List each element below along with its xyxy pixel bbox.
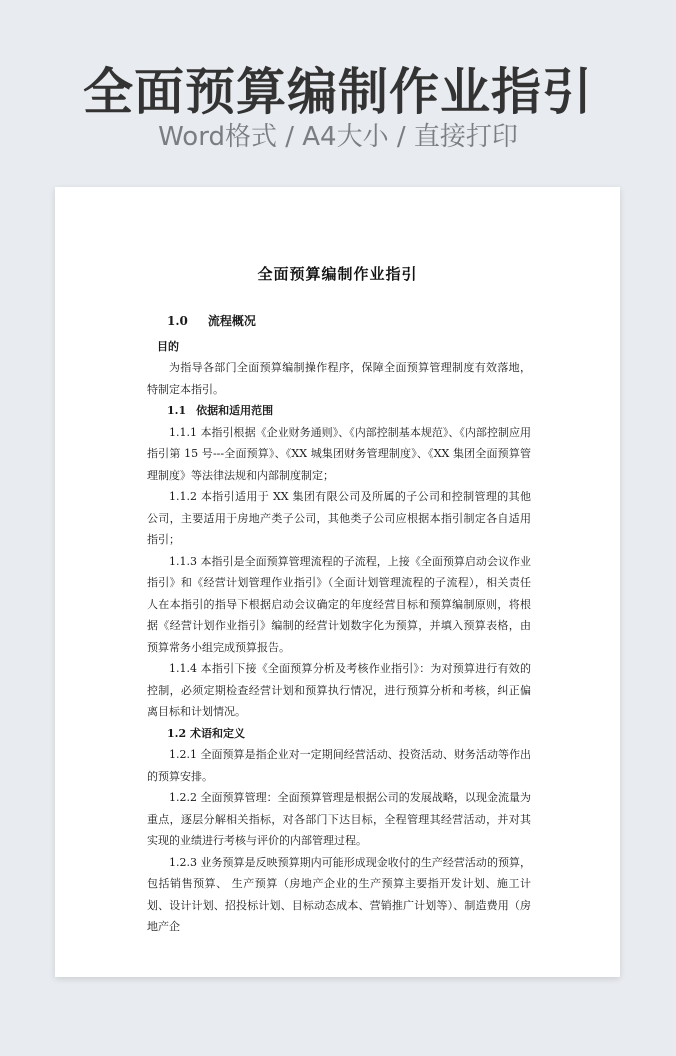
paragraph-1-1-2: 1.1.2 本指引适用于 XX 集团有限公司及所属的子公司和控制管理的其他公司，主要适用于房地产类子公司，其他类子公司应根据本指引制定各自适用指引；	[147, 490, 531, 546]
document-page	[55, 187, 620, 977]
banner-subtitle: Word格式 / A4大小 / 直接打印	[158, 122, 518, 152]
purpose-paragraph: 为指导各部门全面预算编制操作程序，保障全面预算管理制度有效落地，特制定本指引。	[147, 361, 531, 396]
paragraph-1-1-1: 1.1.1 本指引根据《企业财务通则》、《内部控制基本规范》、《内部控制应用指引第 15 号---全面预算》、《XX 城集团财务管理制度》、《XX 集团全面预算管理制度》等法律法规和内部制度制定；	[147, 425, 531, 482]
section-label: 流程概况	[207, 314, 256, 328]
paragraph-1-2-2: 1.2.2 全面预算管理：全面预算管理是根据公司的发展战略，以现金流量为重点，逐层分解相关指标，对各部门下达目标，全程管理其经营活动，并对其实现的业绩进行考核与评价的内部管理过程。	[147, 791, 531, 847]
paragraph-1-2-3: 1.2.3 业务预算是反映预算期内可能形成现金收付的生产经营活动的预算，包括销售预算、 生产预算（房地产企业的生产预算主要指开发计划、施工计划、设计计划、招投标计划、目标动态成本、营销推广计划等）、制造费用（房地产企	[147, 855, 531, 933]
section-number: 1.0	[167, 314, 188, 328]
paragraph-1-2-1: 1.2.1 全面预算是指企业对一定期间经营活动、投资活动、财务活动等作出的预算安排。	[147, 748, 531, 783]
section-heading-1-2: 1.2 术语和定义	[167, 726, 245, 740]
banner-title: 全面预算编制作业指引	[83, 63, 593, 121]
purpose-heading: 目的	[157, 339, 179, 353]
banner	[0, 0, 676, 170]
section-heading-1-0	[147, 311, 531, 333]
section-label: 依据和适用范围	[196, 404, 274, 417]
document-body	[147, 311, 531, 938]
section-number: 1.1	[167, 404, 187, 417]
section-heading-1-1	[147, 400, 531, 422]
paragraph-1-1-4: 1.1.4 本指引下接《全面预算分析及考核作业指引》：为对预算进行有效的控制，必须定期检查经营计划和预算执行情况，进行预算分析和考核，纠正偏离目标和计划情况。	[147, 662, 531, 718]
document-title: 全面预算编制作业指引	[257, 265, 418, 283]
paragraph-1-1-3: 1.1.3 本指引是全面预算管理流程的子流程，上接《全面预算启动会议作业指引》和《经营计划管理作业指引》（全面计划管理流程的子流程），相关责任人在本指引的指导下根据启动会议确定的年度经营目标和预算编制原则，将根据《经营计划作业指引》编制的经营计划数字化为预算，并填入预算表格，由预算常务小组完成预算报告。	[147, 554, 531, 654]
